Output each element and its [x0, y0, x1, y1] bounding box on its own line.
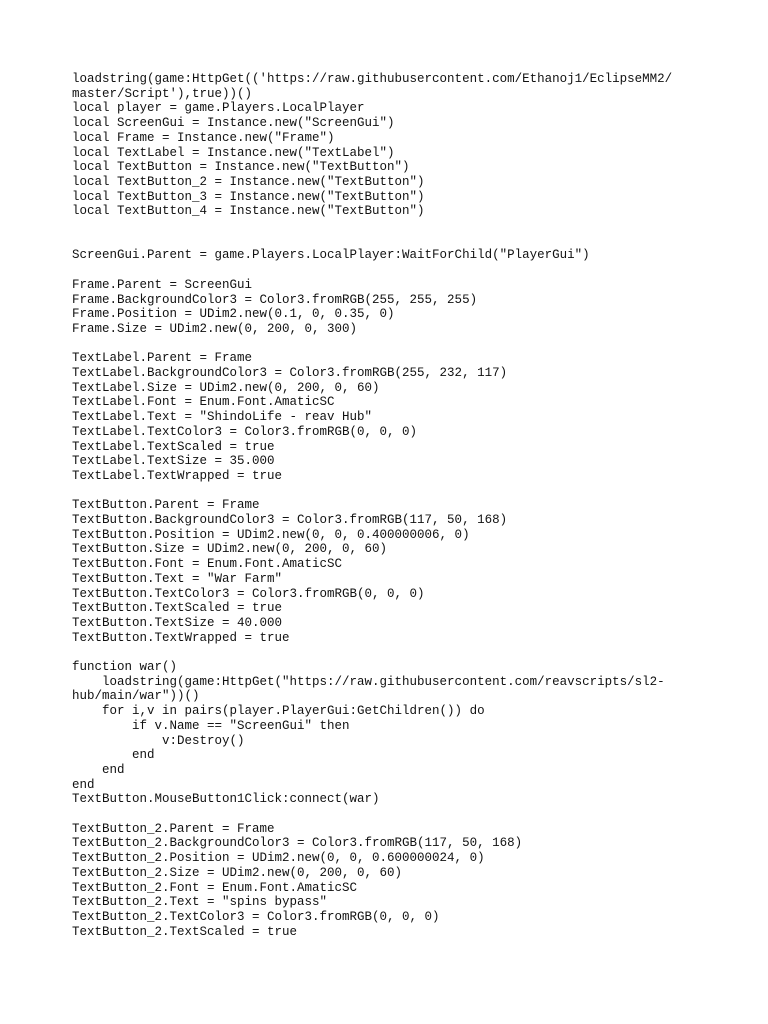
code-line: hub/main/war"))()	[72, 689, 200, 704]
code-line: Frame.BackgroundColor3 = Color3.fromRGB(255, 255, 255)	[72, 292, 478, 307]
code-line: TextButton_2.TextColor3 = Color3.fromRGB(0, 0, 0)	[72, 909, 440, 924]
code-line: TextLabel.Text = "ShindoLife - reav Hub"	[72, 410, 373, 425]
code-line: local TextButton_4 = Instance.new("TextButton")	[72, 204, 425, 219]
code-line: TextLabel.TextSize = 35.000	[72, 454, 275, 469]
code-line: TextButton_2.Parent = Frame	[72, 821, 275, 836]
code-line: loadstring(game:HttpGet(('https://raw.githubusercontent.com/Ethanoj1/EclipseMM2/	[72, 72, 673, 86]
code-line	[72, 263, 692, 278]
code-line: TextButton.BackgroundColor3 = Color3.fromRGB(117, 50, 168)	[72, 513, 508, 528]
code-line: TextButton.TextSize = 40.000	[72, 615, 283, 630]
code-line: local Frame = Instance.new("Frame")	[72, 130, 335, 145]
code-line: v:Destroy()	[72, 733, 245, 748]
code-line: Frame.Position = UDim2.new(0.1, 0, 0.35, 0)	[72, 307, 395, 322]
code-line: TextButton_2.Text = "spins bypass"	[72, 895, 328, 910]
code-line: loadstring(game:HttpGet("https://raw.githubusercontent.com/reavscripts/sl2-	[72, 674, 665, 689]
code-line: ScreenGui.Parent = game.Players.LocalPlayer:WaitForChild("PlayerGui")	[72, 248, 590, 263]
code-line: master/Script'),true))()	[72, 86, 253, 101]
code-line: local TextButton = Instance.new("TextButton")	[72, 160, 410, 175]
code-line: TextButton_2.BackgroundColor3 = Color3.fromRGB(117, 50, 168)	[72, 836, 523, 851]
code-line: TextLabel.Parent = Frame	[72, 351, 253, 366]
code-line: TextLabel.TextScaled = true	[72, 439, 275, 454]
code-line: TextButton.Position = UDim2.new(0, 0, 0.400000006, 0)	[72, 527, 470, 542]
code-line: end	[72, 748, 155, 763]
code-line: TextLabel.TextWrapped = true	[72, 468, 283, 483]
code-line: TextButton.MouseButton1Click:connect(war)	[72, 792, 380, 807]
code-line: TextLabel.Size = UDim2.new(0, 200, 0, 60)	[72, 380, 380, 395]
code-line: TextButton_2.TextScaled = true	[72, 924, 298, 939]
code-block	[72, 72, 692, 939]
code-line	[72, 337, 692, 352]
code-line: for i,v in pairs(player.PlayerGui:GetChildren()) do	[72, 704, 485, 719]
code-line: Frame.Parent = ScreenGui	[72, 277, 253, 292]
code-line: TextLabel.Font = Enum.Font.AmaticSC	[72, 395, 335, 410]
code-line: end	[72, 777, 95, 792]
code-line	[72, 234, 692, 249]
code-line: end	[72, 762, 125, 777]
code-line: local ScreenGui = Instance.new("ScreenGui")	[72, 116, 395, 131]
code-line: TextLabel.BackgroundColor3 = Color3.fromRGB(255, 232, 117)	[72, 366, 508, 380]
code-line: TextButton.Text = "War Farm"	[72, 571, 283, 586]
code-line	[72, 484, 692, 499]
code-line: TextButton.TextWrapped = true	[72, 630, 290, 645]
code-line: TextLabel.TextColor3 = Color3.fromRGB(0, 0, 0)	[72, 424, 418, 439]
code-line: TextButton.Size = UDim2.new(0, 200, 0, 60)	[72, 542, 388, 557]
code-line: TextButton_2.Position = UDim2.new(0, 0, 0.600000024, 0)	[72, 851, 485, 866]
code-line: Frame.Size = UDim2.new(0, 200, 0, 300)	[72, 321, 358, 336]
code-line	[72, 645, 692, 660]
code-line: TextButton.Parent = Frame	[72, 498, 260, 513]
code-line: if v.Name == "ScreenGui" then	[72, 718, 350, 733]
code-line: TextButton_2.Font = Enum.Font.AmaticSC	[72, 880, 358, 895]
code-line: TextButton.TextColor3 = Color3.fromRGB(0, 0, 0)	[72, 586, 425, 601]
code-line	[72, 807, 692, 822]
code-line: local player = game.Players.LocalPlayer	[72, 101, 365, 116]
code-line: local TextButton_2 = Instance.new("TextButton")	[72, 174, 425, 189]
code-line: TextButton.Font = Enum.Font.AmaticSC	[72, 557, 343, 572]
code-line: TextButton_2.Size = UDim2.new(0, 200, 0, 60)	[72, 865, 403, 880]
code-line: local TextButton_3 = Instance.new("TextButton")	[72, 189, 425, 204]
code-line: function war()	[72, 660, 178, 675]
code-line: TextButton.TextScaled = true	[72, 601, 283, 616]
code-line	[72, 219, 692, 234]
code-line: local TextLabel = Instance.new("TextLabel")	[72, 145, 395, 160]
